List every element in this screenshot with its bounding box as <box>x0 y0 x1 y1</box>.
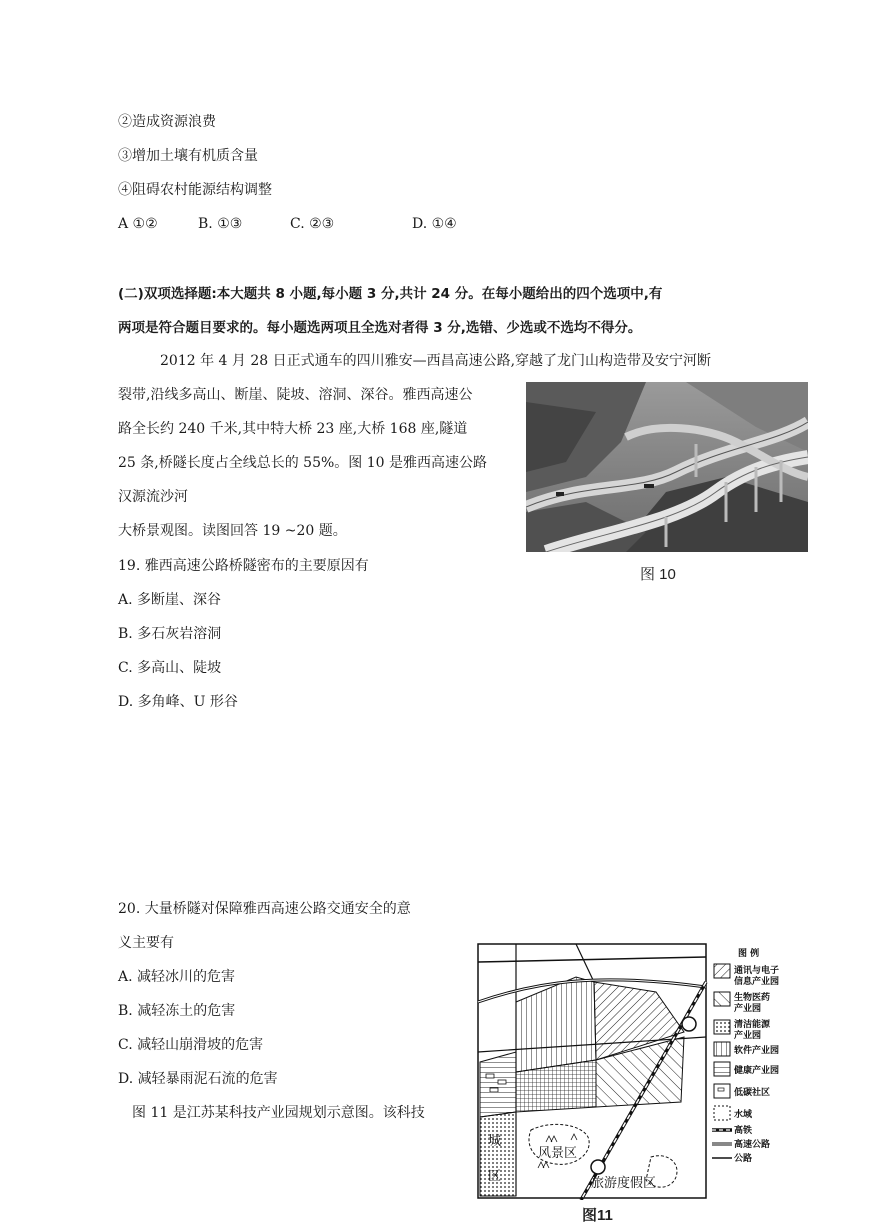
legend-item-hsr: 高铁 <box>734 1126 753 1136</box>
legend-item-energy-1: 清洁能源 <box>734 1020 771 1030</box>
legend-item-software: 软件产业园 <box>734 1046 780 1056</box>
q20-option-d: D. 减轻暴雨泥石流的危害 <box>118 1071 278 1087</box>
legend-item-telecom-1: 通讯与电子 <box>734 966 780 976</box>
q20-stem-line2: 义主要有 <box>118 935 174 951</box>
q18-choice-b: B. ①③ <box>198 216 243 232</box>
q20-stem-line1: 20. 大量桥隧对保障雅西高速公路交通安全的意 <box>118 901 411 917</box>
section2-header-line1: (二)双项选择题:本大题共 8 小题,每小题 3 分,共计 24 分。在每小题给出的四个选项中,有 <box>118 286 663 302</box>
passage1-line3: 路全长约 240 千米,其中特大桥 23 座,大桥 168 座,隧道 <box>118 421 468 437</box>
passage1-line2: 裂带,沿线多高山、断崖、陡坡、溶洞、深谷。雅西高速公 <box>118 387 473 403</box>
q19-option-c: C. 多高山、陡坡 <box>118 660 222 676</box>
legend-item-water: 水域 <box>734 1110 753 1120</box>
passage1-line5: 汉源流沙河 <box>118 489 188 505</box>
q18-choice-c: C. ②③ <box>290 216 335 232</box>
passage1-line1: 2012 年 4 月 28 日正式通车的四川雅安—西昌高速公路,穿越了龙门山构造带及安宁河断 <box>160 353 712 369</box>
q18-item-3: ③增加土壤有机质含量 <box>118 148 258 164</box>
q19-option-b: B. 多石灰岩溶洞 <box>118 626 222 642</box>
q18-choice-d: D. ①④ <box>412 216 457 232</box>
passage1-line4: 25 条,桥隧长度占全线总长的 55%。图 10 是雅西高速公路 <box>118 455 487 471</box>
map-label-resort: 旅游度假区 <box>591 1176 657 1191</box>
q18-choice-a: A ①② <box>118 216 158 232</box>
legend-title: 图 例 <box>738 949 760 959</box>
map-label-city2: 区 <box>488 1169 502 1184</box>
q20-option-b: B. 减轻冻土的危害 <box>118 1003 236 1019</box>
q19-stem: 19. 雅西高速公路桥隧密布的主要原因有 <box>118 558 369 574</box>
highway-bridge-image <box>526 382 808 552</box>
legend-item-road: 公路 <box>734 1154 753 1164</box>
legend-item-lowcarbon: 低碳社区 <box>734 1088 771 1098</box>
map-label-city1: 城 <box>488 1134 502 1149</box>
legend-item-expressway: 高速公路 <box>734 1140 771 1150</box>
passage2-line1: 图 11 是江苏某科技产业园规划示意图。该科技 <box>132 1105 425 1121</box>
legend-item-health: 健康产业园 <box>734 1066 780 1076</box>
legend-swatches <box>712 964 732 1158</box>
q18-item-4: ④阻碍农村能源结构调整 <box>118 182 272 198</box>
q18-item-2: ②造成资源浪费 <box>118 114 216 130</box>
legend-item-energy-2: 产业园 <box>734 1031 762 1041</box>
figure10-caption: 图 10 <box>640 566 676 583</box>
q19-option-a: A. 多断崖、深谷 <box>118 592 222 608</box>
q19-option-d: D. 多角峰、U 形谷 <box>118 694 238 710</box>
q20-option-c: C. 减轻山崩滑坡的危害 <box>118 1037 264 1053</box>
map-label-scenic: 风景区 <box>538 1146 578 1161</box>
figure11-map <box>476 942 808 1200</box>
q20-option-a: A. 减轻冰川的危害 <box>118 969 236 985</box>
figure11-caption: 图11 <box>582 1207 613 1224</box>
section2-header-line2: 两项是符合题目要求的。每小题选两项且全选对者得 3 分,选错、少选或不选均不得分。 <box>118 320 642 336</box>
industrial-park-map <box>476 942 808 1200</box>
legend-item-telecom-2: 信息产业园 <box>734 977 780 987</box>
figure10-photo <box>526 382 808 552</box>
legend-item-bio-1: 生物医药 <box>734 993 771 1003</box>
passage1-line6: 大桥景观图。读图回答 19 ~20 题。 <box>118 523 347 539</box>
legend-item-bio-2: 产业园 <box>734 1004 762 1014</box>
